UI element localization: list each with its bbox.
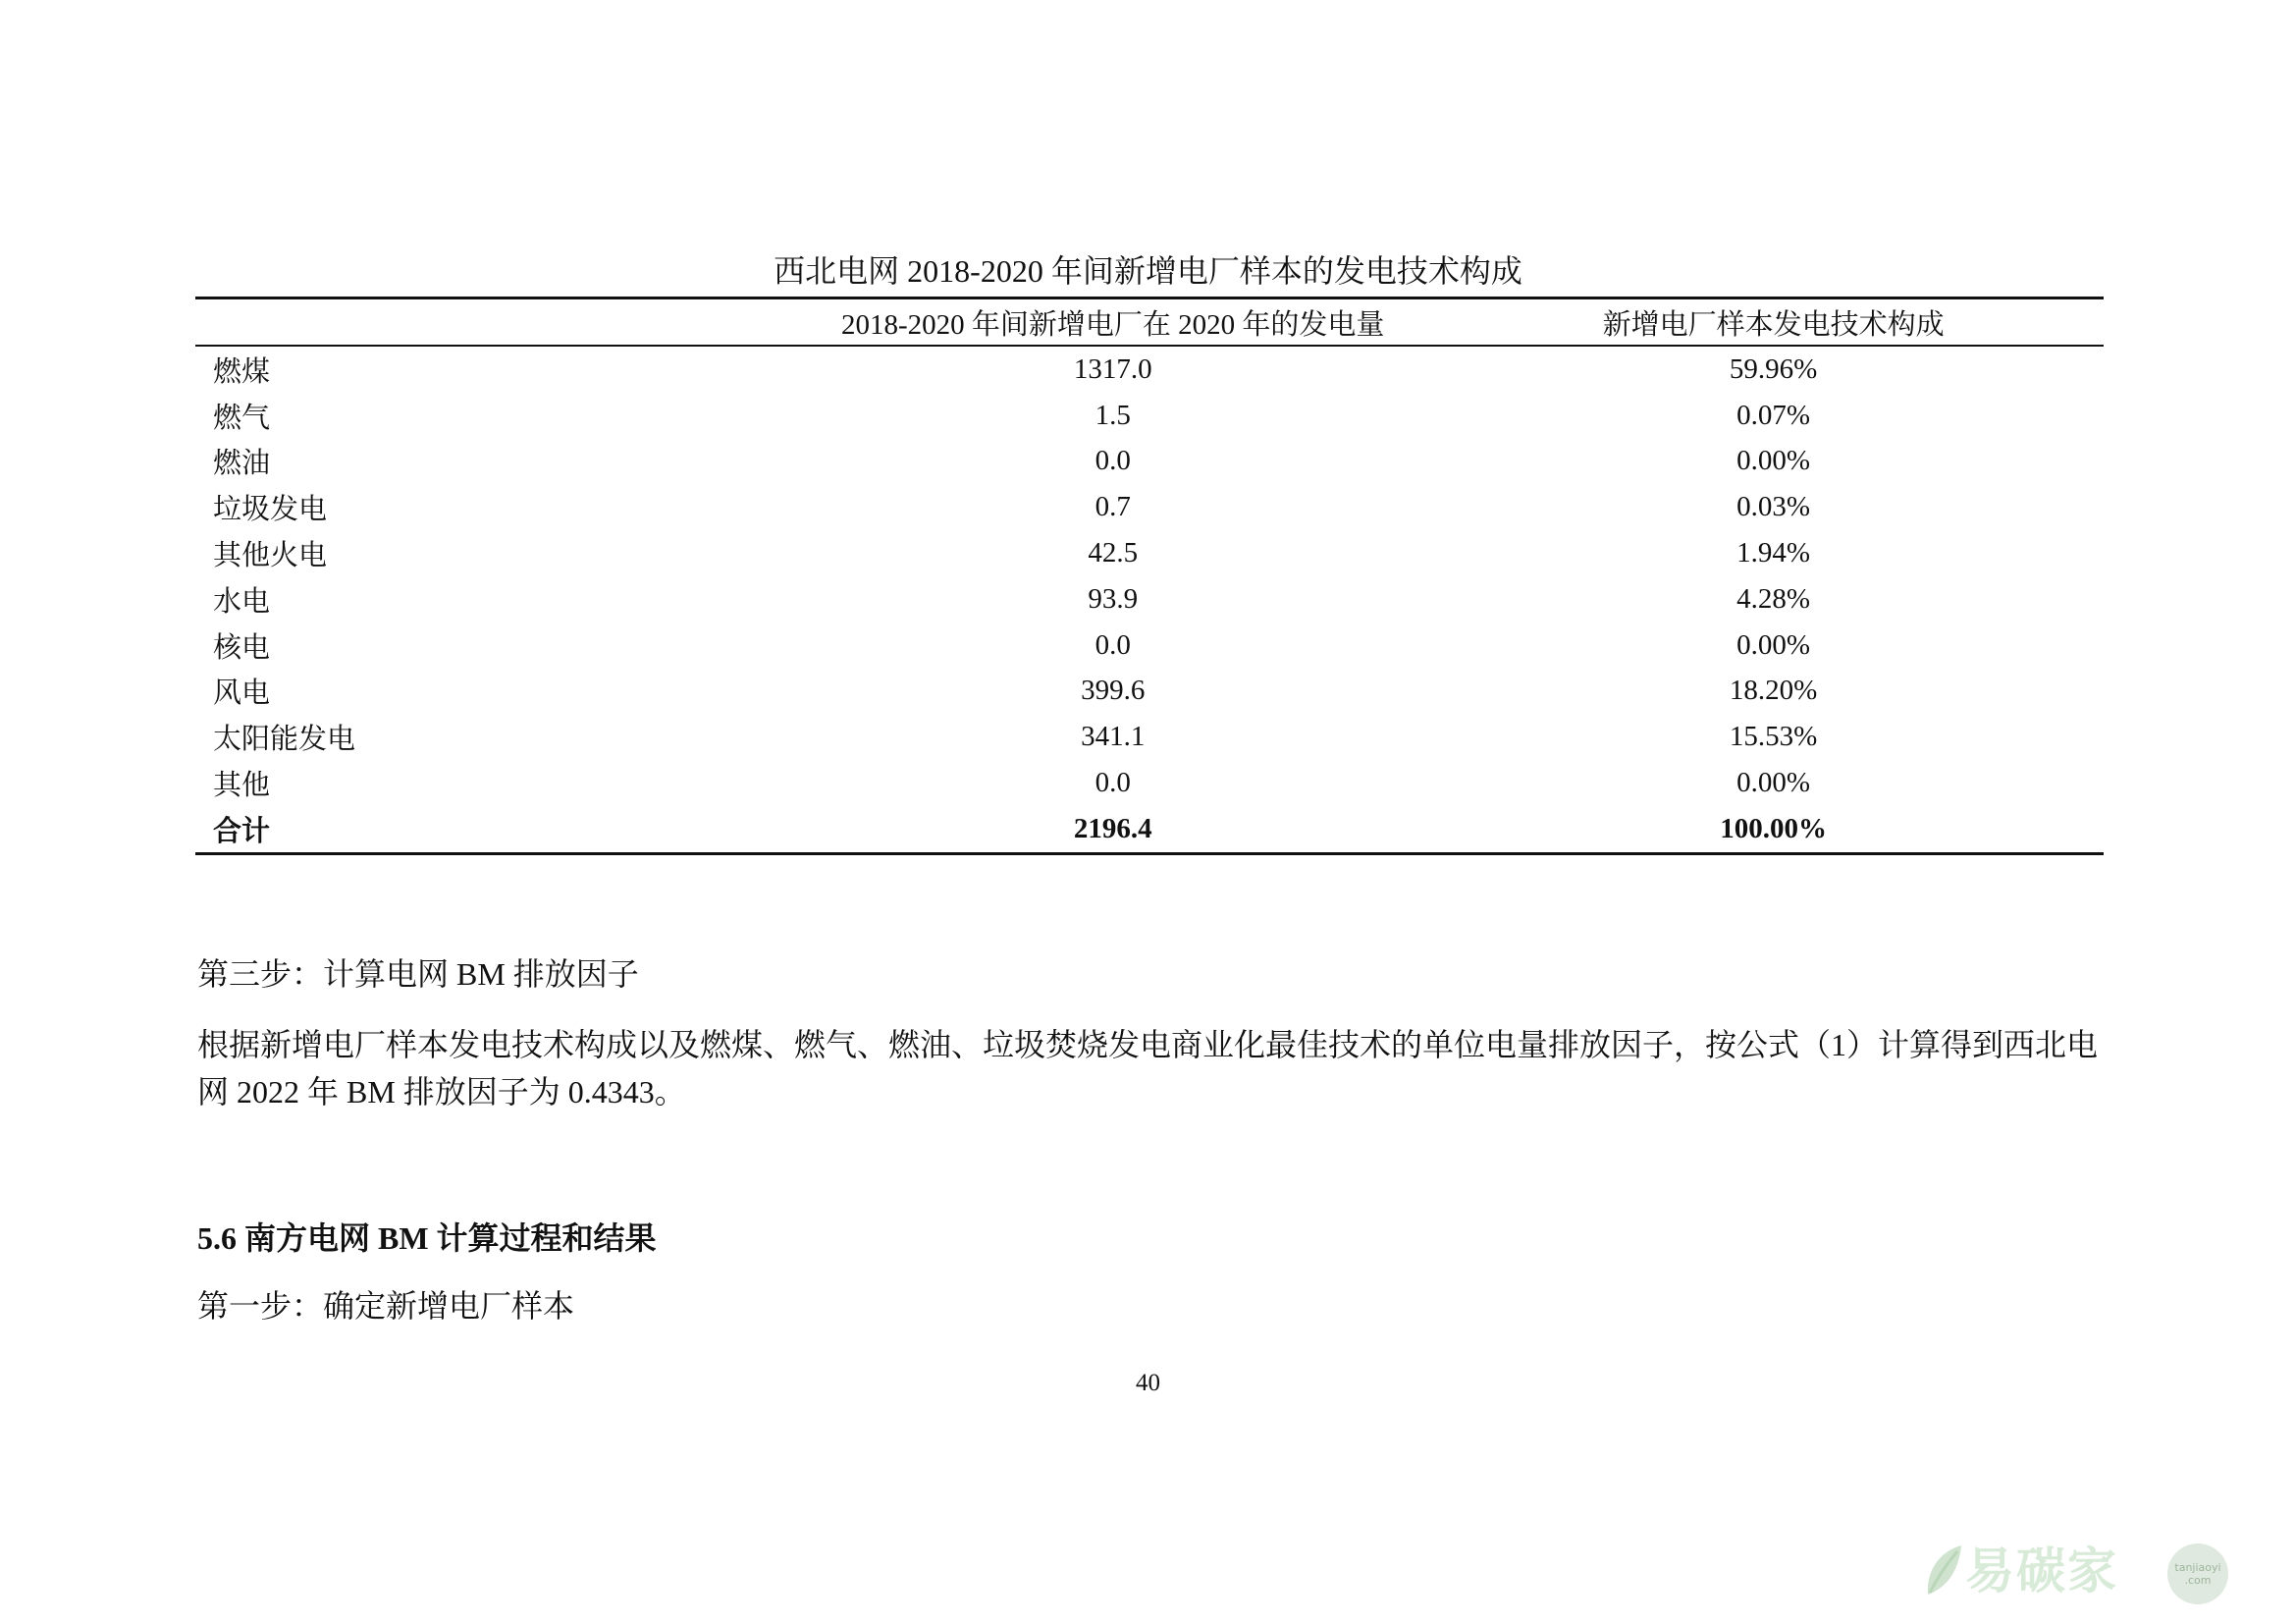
table-row [195,530,2104,576]
section-heading: 5.6 南方电网 BM 计算过程和结果 [197,1220,657,1256]
row-technology: 核电 [213,631,271,664]
row-technology: 其他火电 [213,540,328,572]
header-generation: 2018-2020 年间新增电厂在 2020 年的发电量 [841,308,1385,341]
leaf-icon [1922,1542,1965,1600]
table-row [195,669,2104,715]
row-technology: 燃气 [213,402,271,434]
badge-line1: tanjiaoyi [2174,1561,2221,1574]
row-share: 0.00% [1736,767,1811,799]
total-generation: 2196.4 [1073,812,1152,844]
row-generation: 341.1 [1081,721,1146,753]
row-generation: 0.0 [1095,767,1131,799]
header-share: 新增电厂样本发电技术构成 [1602,308,1945,341]
row-technology: 风电 [213,677,271,710]
table-row [195,714,2104,760]
row-generation: 0.0 [1095,445,1131,477]
table-row [195,439,2104,485]
row-share: 59.96% [1729,352,1818,385]
table-total-row [195,806,2104,853]
row-generation: 42.5 [1088,537,1139,569]
row-technology: 太阳能发电 [213,724,356,756]
table-header-row [195,298,2104,347]
watermark-text: 易碳家 [1965,1543,2118,1599]
table-row [195,623,2104,669]
row-share: 1.94% [1736,537,1811,569]
row-share: 15.53% [1729,721,1818,753]
row-generation: 93.9 [1088,582,1139,615]
table-row [195,484,2104,530]
generation-technology-table [195,297,2104,855]
table-title: 西北电网 2018-2020 年间新增电厂样本的发电技术构成 [774,253,1522,289]
row-technology: 其他 [213,770,271,802]
row-technology: 燃油 [213,448,271,480]
total-share: 100.00% [1720,812,1827,844]
row-share: 18.20% [1729,675,1818,707]
badge-line2: .com [2184,1574,2212,1587]
watermark-logo [1922,1532,2251,1612]
row-generation: 1.5 [1095,399,1131,431]
table-row [195,393,2104,439]
step3-text: 第三步：计算电网 BM 排放因子 [197,956,639,992]
row-technology: 水电 [213,585,271,618]
row-generation: 0.0 [1095,628,1131,661]
row-generation: 0.7 [1095,491,1131,523]
row-share: 0.00% [1736,445,1811,477]
row-share: 0.03% [1736,491,1811,523]
row-share: 4.28% [1736,582,1811,615]
row-share: 0.00% [1736,628,1811,661]
table-row [195,576,2104,623]
watermark-badge [2167,1543,2228,1604]
row-technology: 燃煤 [213,355,271,388]
row-technology: 垃圾发电 [213,494,328,526]
step1-text: 第一步：确定新增电厂样本 [197,1288,575,1324]
page-number: 40 [1136,1370,1160,1396]
body-paragraph: 根据新增电厂样本发电技术构成以及燃煤、燃气、燃油、垃圾焚烧发电商业化最佳技术的单位电量排放因子，按公式（1）计算得到西北电网 2022 年 BM 排放因子为 0.4343。 [197,1027,2099,1110]
header-technology [195,298,782,347]
total-label: 合计 [213,815,271,847]
table-row [195,346,2104,393]
row-generation: 399.6 [1081,675,1146,707]
row-share: 0.07% [1736,399,1811,431]
row-generation: 1317.0 [1073,352,1152,385]
table-row [195,760,2104,806]
